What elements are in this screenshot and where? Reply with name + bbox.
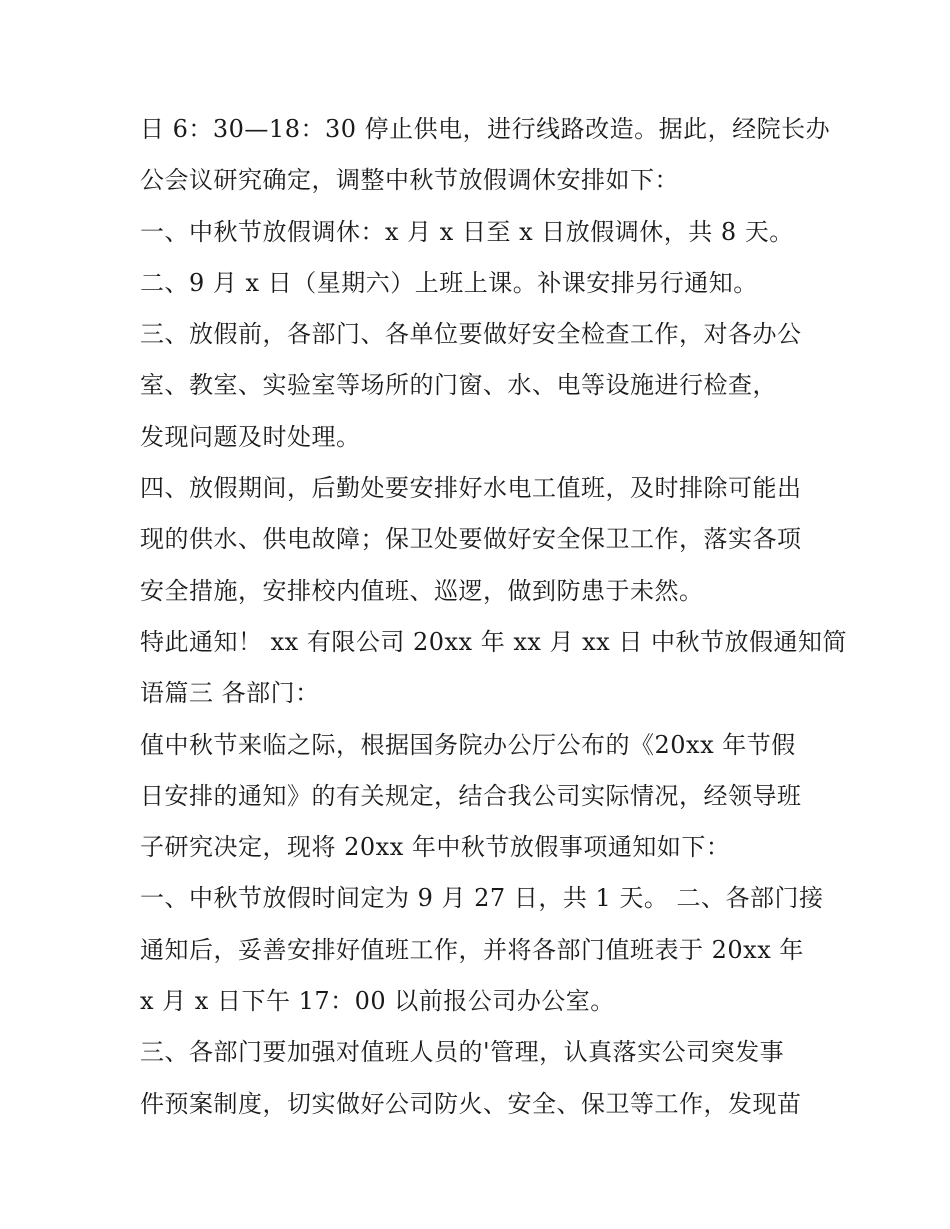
- text-line: 日 6：30—18：30 停止供电，进行线路改造。据此，经院长办: [140, 115, 831, 143]
- text-line: 子研究决定，现将 20xx 年中秋节放假事项通知如下：: [140, 833, 731, 862]
- text-line: 一、中秋节放假调休：x 月 x 日至 x 日放假调休，共 8 天。: [140, 217, 794, 246]
- text-line: 三、各部门要加强对值班人员的'管理，认真落实公司突发事: [140, 1038, 785, 1067]
- text-line: 特此通知！ xx 有限公司 20xx 年 xx 月 xx 日 中秋节放假通知简: [140, 627, 847, 656]
- text-line: 发现问题及时处理。: [140, 422, 361, 451]
- text-line: 现的供水、供电故障；保卫处要做好安全保卫工作，落实各项: [140, 525, 802, 554]
- text-line: 值中秋节来临之际，根据国务院办公厅公布的《20xx 年节假: [140, 730, 796, 759]
- text-line: 一、中秋节放假时间定为 9 月 27 日，共 1 天。 二、各部门接: [140, 884, 824, 913]
- text-line: 件预案制度，切实做好公司防火、安全、保卫等工作，发现苗: [140, 1089, 802, 1118]
- text-line: 语篇三 各部门：: [140, 679, 320, 708]
- text-line: x 月 x 日下午 17：00 以前报公司办公室。: [140, 987, 615, 1016]
- text-line: 日安排的通知》的有关规定，结合我公司实际情况，经领导班: [140, 781, 802, 810]
- text-line: 安全措施，安排校内值班、巡逻，做到防患于未然。: [140, 576, 704, 605]
- text-line: 通知后，妥善安排好值班工作，并将各部门值班表于 20xx 年: [140, 935, 804, 964]
- document-body: [140, 104, 847, 1130]
- text-line: 四、放假期间，后勤处要安排好水电工值班，及时排除可能出: [140, 474, 802, 503]
- text-line: 室、教室、实验室等场所的门窗、水、电等设施进行检查，: [140, 371, 777, 400]
- text-line: 三、放假前，各部门、各单位要做好安全检查工作，对各办公: [140, 320, 802, 349]
- text-line: 二、9 月 x 日（星期六）上班上课。补课安排另行通知。: [140, 268, 758, 297]
- text-line: 公会议研究确定，调整中秋节放假调休安排如下：: [140, 166, 679, 195]
